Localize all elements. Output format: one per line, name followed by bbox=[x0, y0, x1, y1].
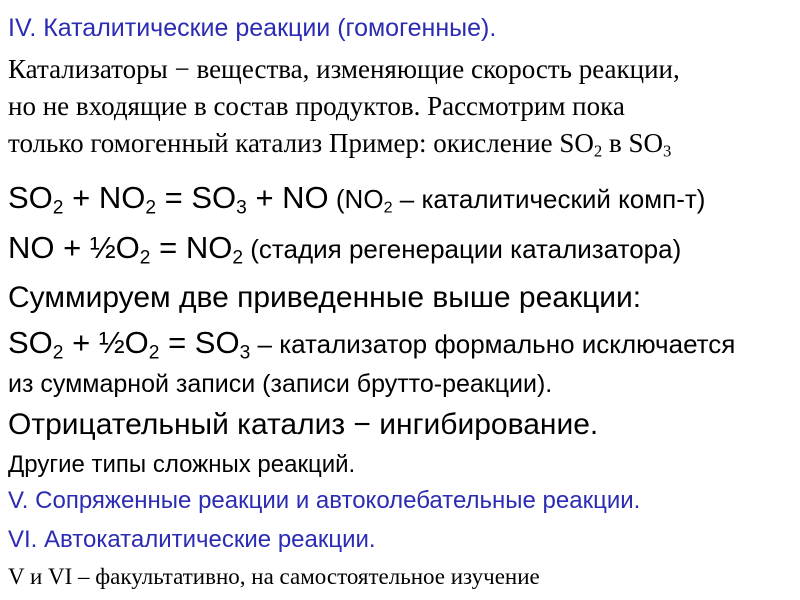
example-text: только гомогенный катализ Пример: окисление SO bbox=[8, 128, 594, 158]
note-part: – каталитический комп-т) bbox=[392, 184, 706, 214]
subscript: 2 bbox=[52, 197, 64, 219]
other-types-line: Другие типы сложных реакций. bbox=[8, 451, 356, 478]
formula-part: + ½O bbox=[63, 325, 149, 360]
reaction-note: – катализатор формально исключается bbox=[250, 329, 736, 359]
reaction-2 bbox=[8, 230, 682, 269]
optional-note: V и VI – факультативно, на самостоятельное изучение bbox=[8, 564, 540, 589]
subscript: 2 bbox=[148, 342, 160, 364]
formula-part: = SO bbox=[156, 180, 237, 215]
subscript: 2 bbox=[232, 247, 244, 269]
formula-part: SO bbox=[8, 325, 53, 360]
formula-part: + NO bbox=[63, 180, 146, 215]
example-text-mid: в SO bbox=[602, 128, 664, 158]
section-vi-heading: VI. Автокаталитические реакции. bbox=[8, 526, 376, 553]
formula-part: + NO bbox=[246, 180, 329, 215]
formula-part: = NO bbox=[150, 230, 233, 265]
reaction-3 bbox=[8, 325, 736, 364]
section-v-heading: V. Сопряженные реакции и автоколебательные реакции. bbox=[8, 487, 641, 514]
definition-line-1: Катализаторы − вещества, изменяющие скорость реакции, bbox=[8, 54, 680, 84]
subscript: 2 bbox=[139, 247, 151, 269]
subscript: 2 bbox=[52, 342, 64, 364]
subscript: 3 bbox=[239, 342, 251, 364]
subscript: 3 bbox=[663, 141, 672, 161]
negative-catalysis-line: Отрицательный катализ − ингибирование. bbox=[8, 408, 599, 441]
formula-part: NO + ½O bbox=[8, 230, 140, 265]
example-line bbox=[8, 128, 672, 161]
section-iv-heading: IV. Каталитические реакции (гомогенные). bbox=[8, 14, 497, 42]
reaction-note: (стадия регенерации катализатора) bbox=[243, 234, 682, 264]
formula-part: = SO bbox=[159, 325, 240, 360]
subscript: 2 bbox=[383, 198, 393, 217]
reaction-1 bbox=[8, 180, 706, 219]
subscript: 3 bbox=[236, 197, 247, 219]
reaction-note bbox=[328, 184, 706, 217]
subscript: 2 bbox=[145, 197, 157, 219]
formula-part: SO bbox=[8, 180, 53, 215]
definition-line-2: но не входящие в состав продуктов. Рассмотрим пока bbox=[8, 91, 625, 121]
subscript: 2 bbox=[593, 141, 603, 161]
reaction-3-continuation: из суммарной записи (записи брутто-реакции). bbox=[8, 370, 553, 398]
summary-line: Суммируем две приведенные выше реакции: bbox=[8, 281, 642, 314]
note-part: (NO bbox=[328, 184, 384, 214]
